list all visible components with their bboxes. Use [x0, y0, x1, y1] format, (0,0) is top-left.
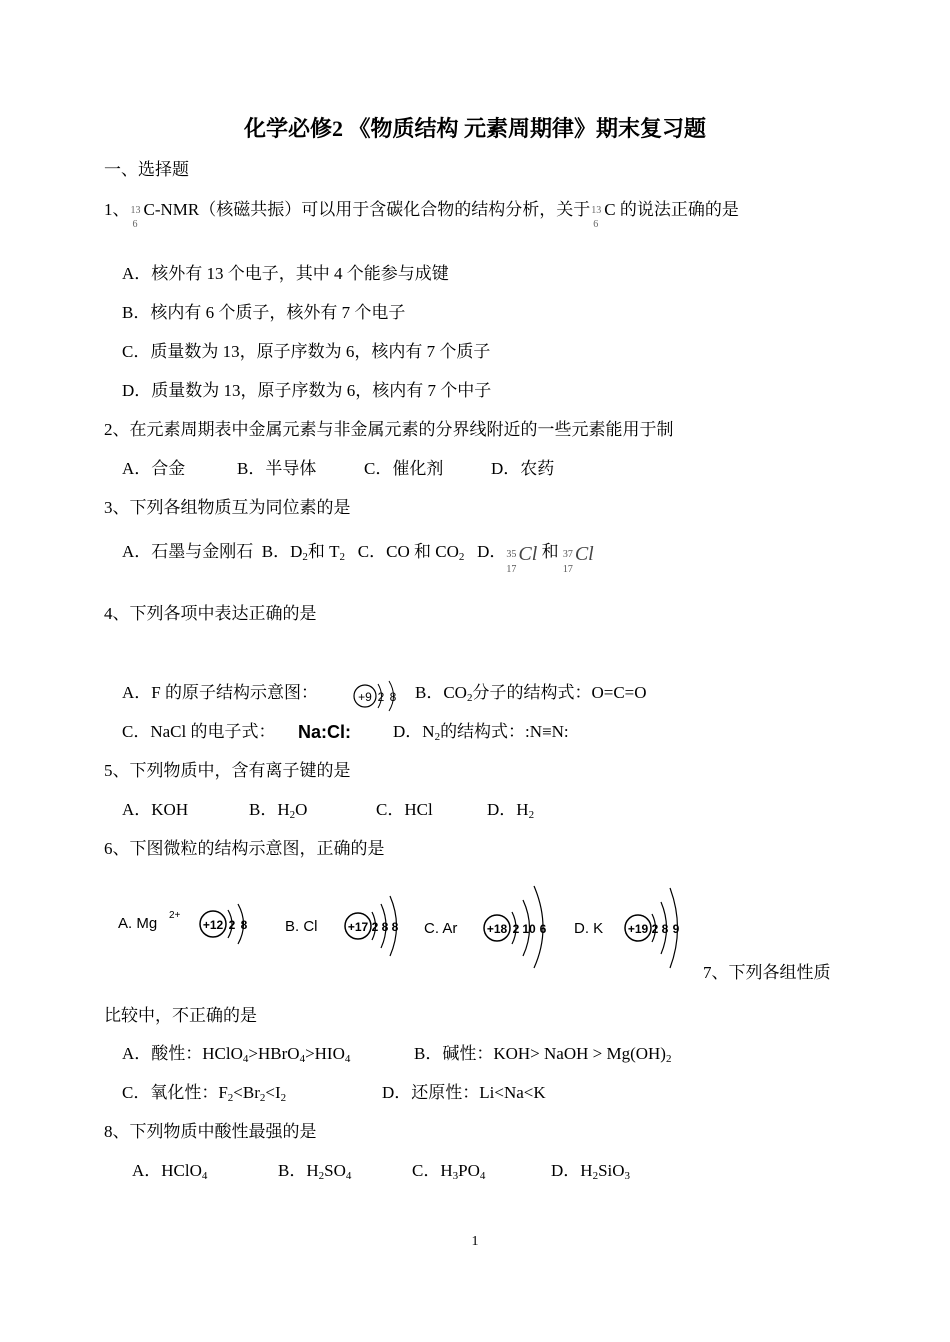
k-atom-diagram — [572, 882, 687, 972]
svg-text:2: 2 — [228, 918, 236, 932]
question-8-option-d: D．$H_2SiO_3$ — [551, 1161, 631, 1182]
question-1-option-c: C．质量数为 13，原子序数为 6，核内有 7 个质子 — [122, 342, 491, 361]
svg-text:2: 2 — [377, 690, 385, 704]
question-1-option-a: A．核外有 13 个电子，其中 4 个能参与成键 — [122, 264, 449, 283]
question-3-option-d: D． 35 17 Cl 和 37 17 Cl — [477, 542, 594, 561]
question-7-option-c: C．氧化性：$F_2<Br_2<I_2$ — [122, 1083, 287, 1104]
svg-text:8: 8 — [381, 920, 389, 934]
svg-text:2: 2 — [651, 922, 659, 936]
question-1-option-d: D．质量数为 13，原子序数为 6，核内有 7 个中子 — [122, 381, 492, 400]
question-3-option-b: B．$D_2$和 $T_2$ — [261, 542, 346, 563]
question-6-stem: 6、下图微粒的结构示意图，正确的是 — [104, 839, 385, 858]
question-2-stem: 2、在元素周期表中金属元素与非金属元素的分界线附近的一些元素能用于制 — [104, 420, 674, 439]
question-4-stem: 4、下列各项中表达正确的是 — [104, 604, 317, 623]
question-7-option-b: B．碱性：KOH> NaOH > $Mg(OH)_2$ — [414, 1044, 672, 1065]
question-7-option-a: A．酸性：$HClO_4>HBrO_4>HIO_4$ — [122, 1044, 351, 1065]
svg-text:+17: +17 — [347, 920, 369, 934]
question-5-stem: 5、下列物质中，含有离子键的是 — [104, 761, 351, 780]
isotope-notation: 13 6 — [130, 205, 141, 231]
question-7-stem-end: 比较中，不正确的是 — [104, 1006, 257, 1025]
question-8-option-b: B．$H_2SO_4$ — [278, 1161, 352, 1182]
svg-text:8: 8 — [661, 922, 669, 936]
question-1-option-b: B．核内有 6 个质子，核外有 7 个电子 — [122, 303, 406, 322]
svg-text:8: 8 — [391, 920, 399, 934]
isotope-notation: 13 6 — [591, 205, 602, 231]
svg-text:2: 2 — [371, 920, 379, 934]
fluorine-atom-diagram — [350, 678, 406, 712]
chlorine-35-notation: 35 17 Cl — [506, 542, 538, 575]
question-5-option-d: D．$H_2$ — [487, 800, 535, 821]
question-2-option-d: D．农药 — [491, 459, 555, 478]
question-4-option-a: A．F 的原子结构示意图： — [122, 683, 318, 702]
question-5-option-a: A．KOH — [122, 800, 189, 819]
svg-text:+12: +12 — [202, 918, 224, 932]
svg-text:+19: +19 — [627, 922, 649, 936]
page-title: 化学必修2 《物质结构 元素周期律》期末复习题 — [243, 116, 706, 141]
svg-text:9: 9 — [672, 922, 680, 936]
question-2-option-c: C．催化剂 — [364, 459, 444, 478]
nacl-electron-formula: Na:Cl: — [298, 722, 351, 742]
question-2-option-a: A．合金 — [122, 459, 186, 478]
svg-text:B. Cl: B. Cl — [285, 918, 318, 935]
svg-text:8: 8 — [240, 918, 248, 932]
svg-text:+18: +18 — [486, 922, 508, 936]
question-8-stem: 8、下列物质中酸性最强的是 — [104, 1122, 317, 1141]
question-7-stem-start: 7、下列各组性质 — [703, 963, 831, 982]
question-5-option-b: B．$H_2O$ — [249, 800, 308, 821]
svg-text:10: 10 — [522, 922, 536, 936]
question-4-option-c: C．NaCl 的电子式： — [122, 722, 276, 741]
question-7-option-d: D．还原性：Li<Na<K — [382, 1083, 546, 1102]
svg-text:8: 8 — [389, 690, 397, 704]
svg-text:+9: +9 — [358, 690, 372, 704]
question-1-stem: 1、 13 6 C-NMR（核磁共振）可以用于含碳化合物的结构分析，关于 13 6 C 的说法正确的是 — [104, 200, 739, 231]
question-3-option-a: A．石墨与金刚石 — [122, 542, 254, 561]
cl-atom-diagram — [283, 890, 403, 960]
question-8-option-c: C．$H_3PO_4$ — [412, 1161, 486, 1182]
question-3-options — [122, 538, 594, 575]
question-3-stem: 3、下列各组物质互为同位素的是 — [104, 498, 351, 517]
svg-text:A. Mg: A. Mg — [118, 915, 158, 932]
ar-atom-diagram — [422, 880, 557, 970]
svg-text:D. K: D. K — [574, 920, 604, 937]
question-5-option-c: C．HCl — [376, 800, 433, 819]
question-2-option-b: B．半导体 — [237, 459, 317, 478]
svg-text:2+: 2+ — [169, 910, 181, 921]
question-8-option-a: A．HClO$_4$ — [132, 1161, 208, 1182]
svg-text:C. Ar: C. Ar — [424, 920, 458, 937]
svg-text:6: 6 — [539, 922, 547, 936]
chlorine-37-notation: 37 17 Cl — [562, 542, 594, 575]
question-4-option-b: B．$CO_2$分子的结构式：O=C=O — [415, 683, 647, 704]
question-3-option-c: C．CO 和 $CO_2$ — [357, 542, 465, 563]
mg-ion-diagram — [116, 890, 256, 960]
page-number: 1 — [471, 1234, 479, 1249]
question-4-option-d: D．$N_2$的结构式：:N≡N: — [393, 722, 569, 743]
svg-text:2: 2 — [512, 922, 520, 936]
section-heading: 一、选择题 — [104, 160, 189, 179]
